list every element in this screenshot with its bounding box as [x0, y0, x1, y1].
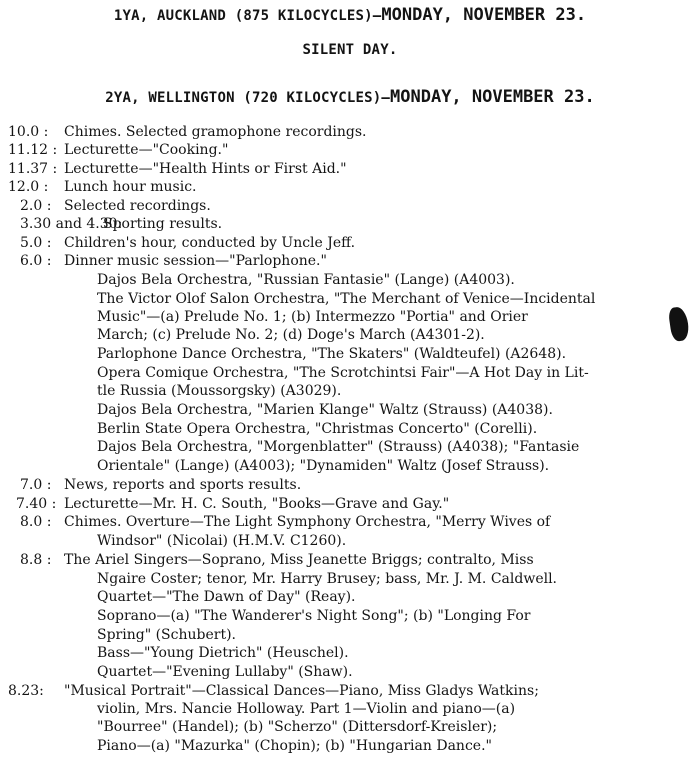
- programme-time: 2.0 :: [20, 198, 52, 214]
- programme-text: Soprano—(a) "The Wanderer's Night Song"; (b) "Longing For: [97, 608, 531, 624]
- programme-text: tle Russia (Moussorgsky) (A3029).: [97, 383, 342, 399]
- programme-time: 8.0 :: [20, 514, 52, 530]
- programme-time: 7.0 :: [20, 477, 52, 493]
- programme-text: The Victor Olof Salon Orchestra, "The Merchant of Venice—Incidental: [97, 291, 596, 307]
- programme-time: 11.12 :: [8, 142, 58, 158]
- station-2ya-heading: [0, 87, 700, 107]
- programme-text: Piano—(a) "Mazurka" (Chopin); (b) "Hungarian Dance.": [97, 738, 492, 754]
- programme-text: Lecturette—Mr. H. C. South, "Books—Grave and Gay.": [64, 496, 450, 512]
- programme-time: 12.0 :: [8, 179, 49, 195]
- station-1ya-heading: [0, 5, 700, 25]
- station-2ya-label: 2YA, WELLINGTON (720 KILOCYCLES)—: [105, 90, 391, 106]
- programme-text: Berlin State Opera Orchestra, "Christmas Concerto" (Corelli).: [97, 421, 538, 437]
- programme-text: Dajos Bela Orchestra, "Morgenblatter" (Strauss) (A4038); "Fantasie: [97, 439, 580, 455]
- programme-text: Quartet—"The Dawn of Day" (Reay).: [97, 589, 356, 605]
- programme-time: 7.40 :: [16, 496, 57, 512]
- programme-text: Parlophone Dance Orchestra, "The Skaters" (Waldteufel) (A2648).: [97, 346, 567, 362]
- programme-text: The Ariel Singers—Soprano, Miss Jeanette Briggs; contralto, Miss: [64, 552, 534, 568]
- programme-text: Chimes. Selected gramophone recordings.: [64, 124, 367, 140]
- programme-text: Music"—(a) Prelude No. 1; (b) Intermezzo "Portia" and Orier: [97, 309, 528, 325]
- programme-time: 10.0 :: [8, 124, 49, 140]
- programme-text: Lunch hour music.: [64, 179, 197, 195]
- programme-text: Lecturette—"Health Hints or First Aid.": [64, 161, 347, 177]
- programme-time: 5.0 :: [20, 235, 52, 251]
- programme-text: Children's hour, conducted by Uncle Jeff.: [64, 235, 356, 251]
- programme-text: Lecturette—"Cooking.": [64, 142, 229, 158]
- programme-time: 3.30 and 4.30:: [20, 216, 123, 232]
- programme-text: "Musical Portrait"—Classical Dances—Piano, Miss Gladys Watkins;: [64, 683, 539, 699]
- programme-text: Dajos Bela Orchestra, "Marien Klange" Waltz (Strauss) (A4038).: [97, 402, 553, 418]
- silent-day-note: SILENT DAY.: [302, 42, 398, 58]
- programme-time: 6.0 :: [20, 253, 52, 269]
- station-1ya-date: MONDAY, NOVEMBER 23.: [381, 5, 587, 25]
- programme-text: "Bourree" (Handel); (b) "Scherzo" (Dittersdorf-Kreisler);: [97, 719, 498, 735]
- programme-text: Dajos Bela Orchestra, "Russian Fantasie" (Lange) (A4003).: [97, 272, 515, 288]
- programme-text: Windsor" (Nicolai) (H.M.V. C1260).: [97, 533, 347, 549]
- programme-text: Selected recordings.: [64, 198, 211, 214]
- programme-text: Sporting results.: [103, 216, 223, 232]
- programme-text: Orientale" (Lange) (A4003); "Dynamiden" Waltz (Josef Strauss).: [97, 458, 550, 474]
- programme-text: Opera Comique Orchestra, "The Scrotchintsi Fair"—A Hot Day in Lit-: [97, 365, 589, 381]
- programme-text: Bass—"Young Dietrich" (Heuschel).: [97, 645, 349, 661]
- station-2ya-date: MONDAY, NOVEMBER 23.: [390, 87, 595, 107]
- programme-time: 8.8 :: [20, 552, 52, 568]
- programme-text: Dinner music session—"Parlophone.": [64, 253, 327, 269]
- programme-text: News, reports and sports results.: [64, 477, 302, 493]
- programme-text: March; (c) Prelude No. 2; (d) Doge's March (A4301-2).: [97, 327, 485, 343]
- programme-text: Spring" (Schubert).: [97, 627, 236, 643]
- ink-blot: [668, 306, 691, 342]
- station-1ya-label: 1YA, AUCKLAND (875 KILOCYCLES)—: [113, 8, 382, 24]
- programme-time: 8.23:: [8, 683, 44, 699]
- programme-text: Ngaire Coster; tenor, Mr. Harry Brusey; bass, Mr. J. M. Caldwell.: [97, 571, 558, 587]
- programme-time: 11.37 :: [8, 161, 58, 177]
- programme-text: Quartet—"Evening Lullaby" (Shaw).: [97, 664, 353, 680]
- programme-text: violin, Mrs. Nancie Holloway. Part 1—Violin and piano—(a): [97, 701, 516, 717]
- programme-text: Chimes. Overture—The Light Symphony Orchestra, "Merry Wives of: [64, 514, 551, 530]
